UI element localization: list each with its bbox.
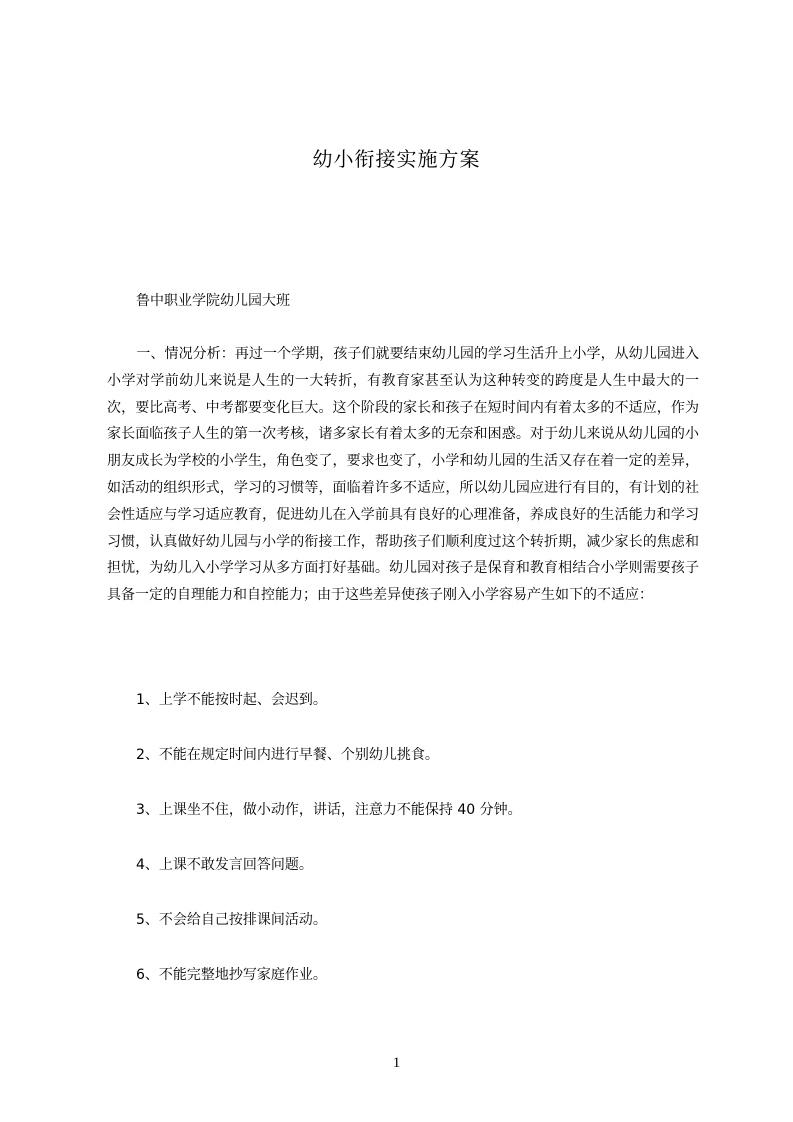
situation-analysis-paragraph: 一、情况分析：再过一个学期，孩子们就要结束幼儿园的学习生活升上小学，从幼儿园进入小学对学前幼儿来说是人生的一大转折，有教育家甚至认为这种转变的跨度是人生中最大的一次，要比高考、中考都要变化巨大。这个阶段的家长和孩子在短时间内有着太多的不适应，作为家长面临孩子人生的第一次考核，诸多家长有着太多的无奈和困惑。对于幼儿来说从幼儿园的小朋友成长为学校的小学生，角色变了，要求也变了，小学和幼儿园的生活又存在着一定的差异，如活动的组织形式，学习的习惯等，面临着许多不适应，所以幼儿园应进行有目的，有计划的社会性适应与学习适应教育，促进幼儿在入学前具有良好的心理准备，养成良好的生活能力和学习习惯，认真做好幼儿园与小学的衔接工作，帮助孩子们顺利度过这个转折期，减少家长的焦虑和担忧，为幼儿入小学学习从多方面打好基础。幼儿园对孩子是保育和教育相结合小学则需要孩子具备一定的自理能力和自控能力；由于这些差异使孩子刚入小学容易产生如下的不适应：	[107, 346, 699, 604]
list-item: 3、上课坐不住，做小动作，讲话，注意力不能保持 40 分钟。	[136, 802, 522, 818]
list-item: 2、不能在规定时间内进行早餐、个别幼儿挑食。	[136, 747, 439, 763]
maladaptation-list	[136, 690, 522, 1020]
page-number: 1	[392, 1055, 401, 1071]
list-item: 1、上学不能按时起、会迟到。	[136, 692, 327, 708]
document-subtitle: 鲁中职业学院幼儿园大班	[136, 293, 290, 309]
list-item: 4、上课不敢发言回答问题。	[136, 857, 313, 873]
document-title: 幼小衔接实施方案	[312, 147, 481, 171]
list-item: 6、不能完整地抄写家庭作业。	[136, 967, 327, 983]
list-item: 5、不会给自己按排课间活动。	[136, 912, 327, 928]
